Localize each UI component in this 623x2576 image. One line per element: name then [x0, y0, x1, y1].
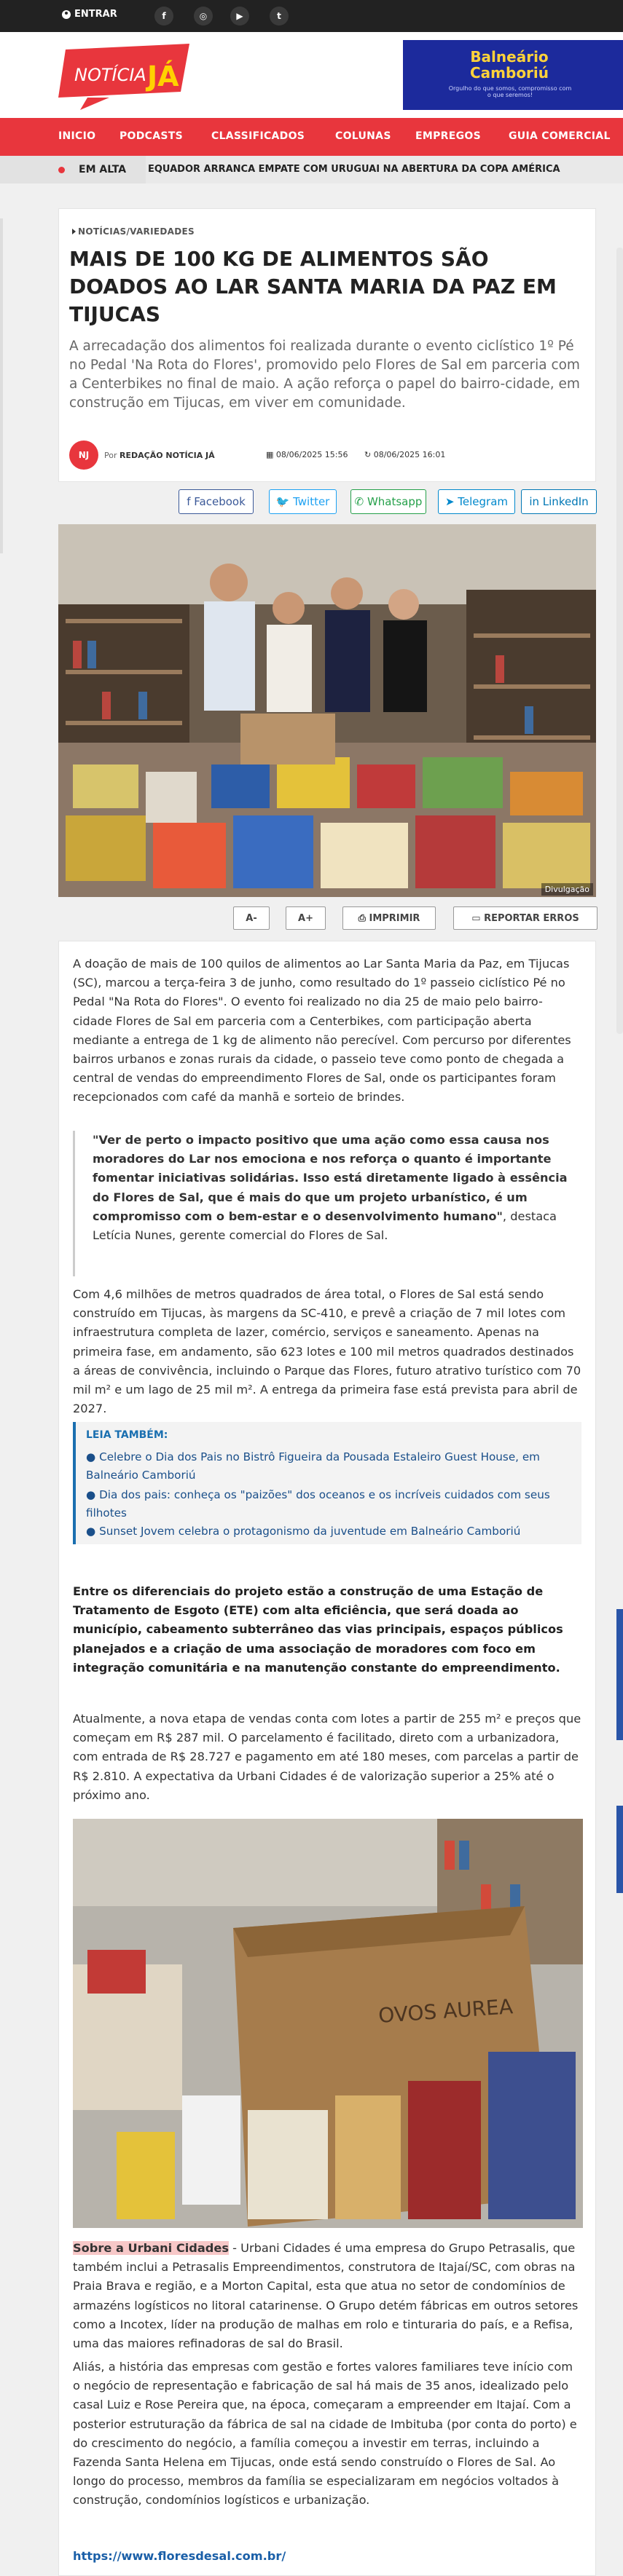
nav-item-guia-comercial[interactable]: GUIA COMERCIAL	[509, 130, 611, 142]
left-edge	[0, 218, 3, 553]
nav-item-inicio[interactable]: INICIO	[58, 130, 96, 142]
instagram-icon[interactable]: ◎	[194, 7, 213, 25]
printer-icon: ⎙	[358, 912, 369, 924]
facebook-icon[interactable]: f	[154, 7, 173, 25]
share-twitter-button[interactable]: 🐦 Twitter	[269, 489, 337, 514]
read-also-box	[73, 1422, 581, 1544]
refresh-icon: ↻	[364, 450, 372, 459]
calendar-icon: ▦	[266, 450, 274, 459]
paragraph: Aliás, a história das empresas com gestão e fortes valores familiares teve início com o negócio de representação e fabricação de sal há mais de 35 anos, idealizado pelo casal Luiz e Rose Pereira que, na época, começaram a empreender em Itajaí. Com a posterior estruturação da fábrica de sal na cidade de Imbituba (por conta do porto) e do crescimento do negócio, a família começou a investir em terras, incluindo a Fazenda Santa Helena em Tijucas, onde está sendo construído o Flores de Sal. Ao longo do processo, membros da família se especializaram em negócios voltados à construção, condomínios logísticos e urbanização.	[73, 2360, 577, 2508]
svg-text:JÁ: JÁ	[147, 60, 179, 92]
twitter-icon[interactable]: t	[270, 7, 289, 25]
trending-headline[interactable]: EQUADOR ARRANCA EMPATE COM URUGUAI NA ABERTURA DA COPA AMÉRICA	[148, 164, 560, 175]
quote-text: "Ver de perto o impacto positivo que uma ação como essa causa nos moradores do Lar nos emociona e nos reforça o quanto é importante fomentar iniciativas solidárias. Isso está diretamente ligado à essência do Flores de Sal, que é mais do que um projeto urbanístico, é um compromisso com o bem-estar e o desenvolvimento humano"	[93, 1133, 568, 1223]
read-also-link[interactable]: ● Dia dos pais: conheça os "paizões" dos oceanos e os incríveis cuidados com seus filhotes	[86, 1488, 550, 1520]
paragraph: Sobre a Urbani Cidades - Urbani Cidades é uma empresa do Grupo Petrasalis, que também inclui a Petrasalis Empreendimentos, construtora de Itajaí/SC, com obras na Praia Brava e região, e a Morton Capital, esta que atua no setor de condomínios de armazéns logísticos no litoral catarinense. O Grupo detém fábricas em outros setores como a Incotex, líder na produção de malhas em rolo e tinturaria do país, e a Refisa, uma das maiores refinadoras de sal do Brasil.	[73, 2241, 579, 2351]
nav-item-podcasts[interactable]: PODCASTS	[119, 130, 184, 142]
article-subtitle: A arrecadação dos alimentos foi realizada durante o evento ciclístico 1º Pé no Pedal 'Na Rota do Flores', promovido pelo Flores de Sal em parceria com a Centerbikes no final de maio. A ação reforça o papel do bairro-cidade, em construção em Tijucas, em viver em comunidade.	[69, 339, 580, 411]
right-sidebar-ad[interactable]	[616, 1609, 623, 1740]
font-increase-button[interactable]: A+	[286, 906, 326, 930]
site-logo[interactable]	[58, 41, 193, 110]
share-whatsapp-button[interactable]: ✆ Whatsapp	[350, 489, 426, 514]
whatsapp-icon: ✆	[354, 495, 367, 508]
paragraph: A doação de mais de 100 quilos de alimentos ao Lar Santa Maria da Paz, em Tijucas (SC), marcou a terça-feira 3 de junho, como resultado do 1º passeio ciclístico Pé no Pedal "Na Rota do Flores". O evento foi realizado no dia 25 de maio pelo bairro-cidade Flores de Sal em parceria com a Centerbikes, com participação aberta mediante a entrega de 1 kg de alimento não perecível. Com percurso por diferentes bairros urbanos e zonas rurais da cidade, o passeio teve como ponto de chegada a central de vendas do empreendimento Flores de Sal, onde os participantes foram recepcionados com café da manhã e sorteio de brindes.	[73, 957, 571, 1105]
share-linkedin-button[interactable]: in LinkedIn	[521, 489, 597, 514]
user-icon	[62, 10, 71, 19]
comment-icon: ▭	[471, 912, 485, 924]
read-also-link[interactable]: ● Sunset Jovem celebra o protagonismo da juventude em Balneário Camboriú	[86, 1525, 521, 1538]
telegram-icon: ➤	[444, 495, 458, 508]
nav-item-empregos[interactable]: EMPREGOS	[415, 130, 481, 142]
top-bar	[0, 0, 623, 32]
print-button[interactable]: ⎙ IMPRIMIR	[342, 906, 436, 930]
published-date: ▦ 08/06/2025 15:56	[266, 450, 348, 459]
youtube-icon[interactable]: ▶	[230, 7, 249, 25]
article-body	[58, 941, 596, 2576]
external-link[interactable]: https://www.floresdesal.com.br/	[73, 2549, 286, 2563]
paragraph: Atualmente, a nova etapa de vendas conta com lotes a partir de 255 m² e preços que começam em R$ 287 mil. O parcelamento é facilitado, direto com a urbanizadora, com entrada de R$ 28.727 e pagamento em até 180 meses, com parcelas a partir de R$ 2.810. A expectativa da Urbani Cidades é de valorização superior a 25% até o próximo ano.	[73, 1712, 581, 1802]
right-sidebar-edge	[616, 248, 623, 1034]
paragraph: Com 4,6 milhões de metros quadrados de área total, o Flores de Sal está sendo construído em Tijucas, às margens da SC-410, e prevê a criação de 7 mil lotes com infraestrutura completa de lazer, comércio, serviços e saneamento. Apenas na primeira fase, em andamento, são 623 lotes e 100 mil metros quadrados destinados a áreas de convivência, incluindo o Parque das Flores, futuro atrativo turístico com 70 mil m² e um lago de 25 mil m². A entrega da primeira fase está prevista para abril de 2027.	[73, 1287, 581, 1416]
nav-item-classificados[interactable]: CLASSIFICADOS	[211, 130, 305, 142]
author-name[interactable]: REDAÇÃO NOTÍCIA JÁ	[119, 451, 215, 460]
twitter-icon: 🐦	[275, 495, 294, 508]
breadcrumb[interactable]: NOTÍCIAS/VARIEDADES	[72, 226, 195, 237]
author-avatar[interactable]: NJ	[69, 440, 98, 470]
updated-date: ↻ 08/06/2025 16:01	[364, 450, 446, 459]
about-label: Sobre a Urbani Cidades	[73, 2241, 230, 2255]
article-photo-2[interactable]	[73, 1819, 583, 2228]
read-also-title: LEIA TAMBÉM:	[86, 1429, 168, 1441]
photo-credit: Divulgação	[541, 883, 593, 896]
site-header	[0, 32, 623, 118]
caret-right-icon	[72, 229, 76, 234]
right-sidebar-ad-2[interactable]	[616, 1806, 623, 1893]
banner-ad[interactable]: Balneário Camboriú Orgulho do que somos, compromisso com o que seremos!	[403, 40, 623, 110]
article-photo[interactable]	[58, 524, 596, 897]
share-bar	[179, 489, 597, 514]
login-button[interactable]: ENTRAR	[62, 9, 117, 20]
facebook-icon: f	[187, 495, 195, 508]
share-telegram-button[interactable]: ➤ Telegram	[438, 489, 515, 514]
article-title: MAIS DE 100 KG DE ALIMENTOS SÃO DOADOS AO LAR SANTA MARIA DA PAZ EM TIJUCAS	[69, 247, 557, 326]
linkedin-icon: in	[529, 495, 543, 508]
paragraph-bold: Entre os diferenciais do projeto estão a construção de uma Estação de Tratamento de Esgoto (ETE) com alta eficiência, que será doada ao município, cabeamento subterrâneo das vias principais, espaços públicos planejados e a criação de uma associação de moradores com foco em integração comunitária e na manutenção constante do empreendimento.	[73, 1584, 563, 1675]
article-header	[58, 208, 596, 482]
blockquote	[73, 1131, 581, 1276]
font-decrease-button[interactable]: A-	[233, 906, 270, 930]
trending-bar	[0, 156, 623, 183]
svg-text:NOTÍCIA: NOTÍCIA	[74, 65, 146, 85]
quote-attribution: , destaca Letícia Nunes, gerente comercial do Flores de Sal.	[93, 1209, 557, 1243]
trending-label: EM ALTA	[79, 164, 127, 175]
live-dot-icon	[58, 167, 65, 173]
report-error-button[interactable]: ▭ REPORTAR ERROS	[453, 906, 597, 930]
share-facebook-button[interactable]: f Facebook	[179, 489, 254, 514]
article-byline: NJ Por REDAÇÃO NOTÍCIA JÁ ▦ 08/06/2025 15:56 ↻ 08/06/2025 16:01	[69, 440, 587, 470]
article-tools	[233, 906, 597, 930]
nav-item-colunas[interactable]: COLUNAS	[335, 130, 391, 142]
box-label: OVOS AUREA	[377, 1994, 514, 2028]
main-nav	[0, 118, 623, 156]
read-also-link[interactable]: ● Celebre o Dia dos Pais no Bistrô Figueira da Pousada Estaleiro Guest House, em Balneário Camboriú	[86, 1450, 540, 1482]
